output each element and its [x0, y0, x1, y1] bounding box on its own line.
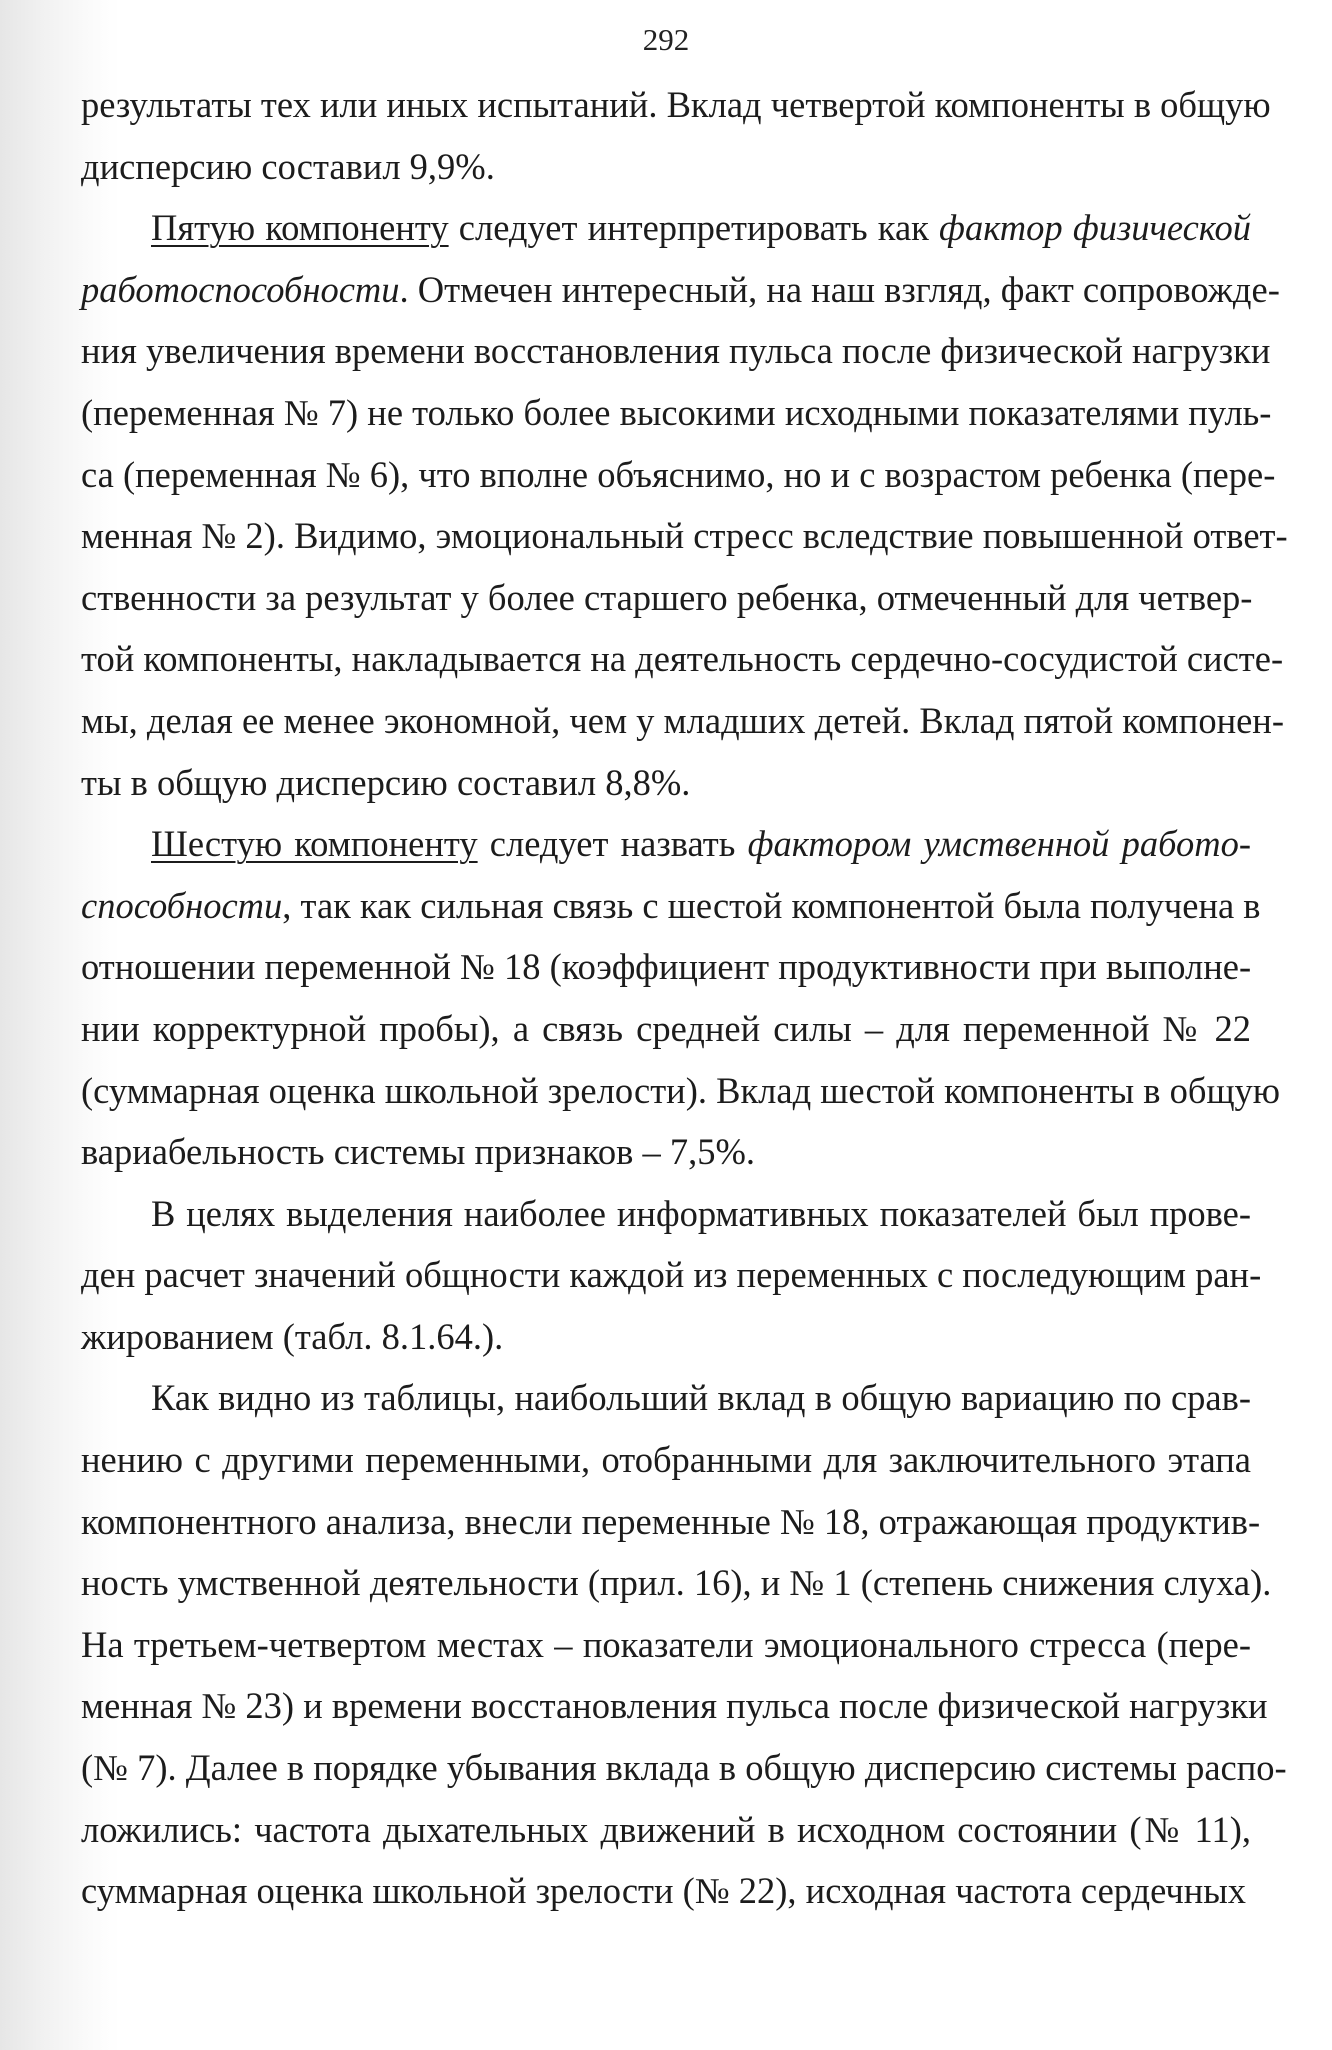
text-run: са (переменная № 6), что вполне объяснимо, но и с возрастом ребенка (пере-	[81, 453, 1276, 495]
text-run: . Отмечен интересный, на наш взгляд, факт сопровожде-	[399, 268, 1280, 310]
text-run: дисперсию составил 9,9%.	[81, 145, 495, 187]
text-run: нению с другими переменными, отобранными для заключительного этапа	[81, 1439, 1251, 1481]
text-line	[81, 1614, 1251, 1676]
italic-term: фактор физической	[939, 207, 1251, 249]
text-line	[81, 1799, 1251, 1861]
text-line	[81, 1860, 1251, 1922]
text-line	[81, 505, 1288, 567]
text-run: , так как сильная связь с шестой компонентой была получена в	[282, 884, 1261, 926]
paragraph	[81, 1183, 1262, 1368]
italic-term: фактором умственной работо-	[747, 823, 1251, 865]
text-run: жированием (табл. 8.1.64.).	[81, 1315, 504, 1357]
text-line	[81, 628, 1284, 690]
underlined-term: Пятую компоненту	[151, 207, 449, 249]
text-run: ден расчет значений общности каждой из переменных с последующим ран-	[81, 1254, 1262, 1296]
text-line	[81, 813, 1251, 875]
text-line	[81, 752, 1251, 814]
text-line	[81, 320, 1271, 382]
text-run: той компоненты, накладывается на деятельность сердечно-сосудистой систе-	[81, 638, 1284, 680]
text-run: менная № 2). Видимо, эмоциональный стресс вследствие повышенной ответ-	[81, 515, 1288, 557]
text-line	[81, 1429, 1251, 1491]
text-line	[81, 690, 1284, 752]
text-line	[81, 74, 1271, 136]
italic-term: работоспособности	[81, 268, 400, 310]
text-line	[81, 875, 1261, 937]
text-line	[81, 936, 1251, 998]
text-line	[81, 444, 1276, 506]
text-line	[81, 197, 1251, 259]
text-line	[81, 1552, 1272, 1614]
text-run: следует назвать	[477, 823, 748, 865]
text-run: (суммарная оценка школьной зрелости). Вклад шестой компоненты в общую	[81, 1069, 1281, 1111]
paragraph	[81, 813, 1281, 1183]
text-line	[81, 259, 1280, 321]
text-line	[81, 1737, 1287, 1799]
italic-term: способности	[81, 884, 283, 926]
text-line	[81, 1244, 1262, 1306]
text-run: вариабельность системы признаков – 7,5%.	[81, 1131, 756, 1173]
text-run: суммарная оценка школьной зрелости (№ 22), исходная частота сердечных	[81, 1870, 1247, 1912]
text-run: ния увеличения времени восстановления пульса после физической нагрузки	[81, 330, 1271, 372]
text-run: ты в общую дисперсию составил 8,8%.	[81, 761, 691, 803]
text-line	[81, 1060, 1281, 1122]
underlined-term: Шестую компоненту	[151, 823, 478, 865]
paragraph	[81, 197, 1288, 813]
text-line	[81, 1675, 1268, 1737]
body-text	[81, 74, 1288, 1922]
text-run: На третьем-четвертом местах – показатели эмоционального стресса (пере-	[81, 1623, 1251, 1665]
text-line	[81, 136, 1251, 198]
text-line	[81, 1183, 1251, 1245]
text-run: (№ 7). Далее в порядке убывания вклада в общую дисперсию системы распо-	[81, 1747, 1287, 1789]
text-run: (переменная № 7) не только более высокими исходными показателями пуль-	[81, 391, 1272, 433]
text-line	[81, 1491, 1261, 1553]
text-line	[81, 382, 1272, 444]
page-number: 292	[642, 22, 690, 57]
text-run: следует интерпретировать как	[448, 207, 940, 249]
text-run: отношении переменной № 18 (коэффициент продуктивности при выполне-	[81, 946, 1252, 988]
paragraph	[81, 1367, 1287, 1921]
text-run: результаты тех или иных испытаний. Вклад четвертой компоненты в общую	[81, 84, 1271, 125]
text-run: ственности за результат у более старшего ребенка, отмеченный для четвер-	[81, 576, 1253, 618]
text-run: Как видно из таблицы, наибольший вклад в общую вариацию по срав-	[151, 1377, 1251, 1419]
text-line	[81, 567, 1251, 629]
paragraph	[81, 74, 1271, 197]
text-run: компонентного анализа, внесли переменные № 18, отражающая продуктив-	[81, 1500, 1261, 1542]
text-line	[81, 1367, 1251, 1429]
text-run: нии корректурной пробы), а связь средней силы – для переменной № 22	[81, 1007, 1251, 1049]
text-run: ность умственной деятельности (прил. 16), и № 1 (степень снижения слуха).	[81, 1562, 1272, 1604]
text-line	[81, 1121, 1251, 1183]
text-run: менная № 23) и времени восстановления пульса после физической нагрузки	[81, 1685, 1268, 1727]
text-line	[81, 1306, 1251, 1368]
text-run: мы, делая ее менее экономной, чем у младших детей. Вклад пятой компонен-	[81, 699, 1284, 741]
text-line	[81, 998, 1251, 1060]
text-run: ложились: частота дыхательных движений в исходном состоянии (№ 11),	[81, 1808, 1251, 1850]
text-run: В целях выделения наиболее информативных показателей был прове-	[151, 1192, 1251, 1234]
